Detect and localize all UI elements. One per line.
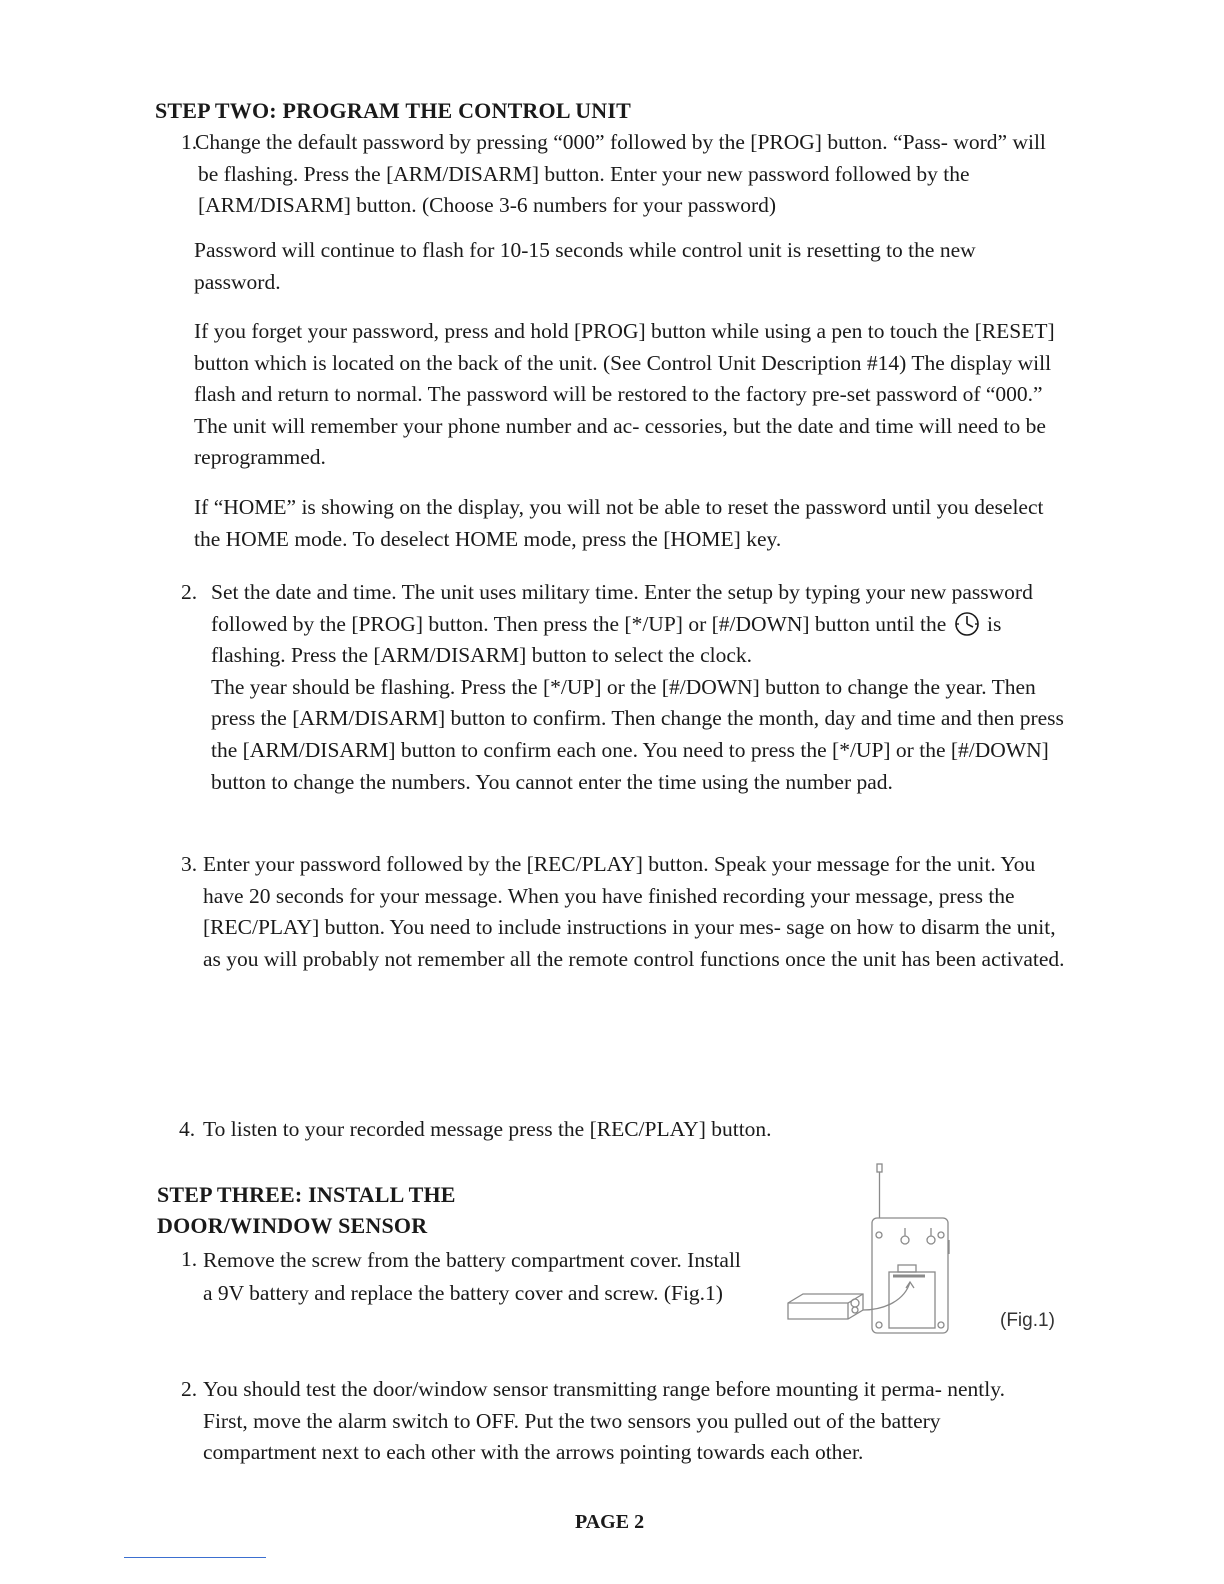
figure-label: (Fig.1) [1000,1310,1055,1331]
sensor-battery-figure [785,1160,1065,1340]
bottom-rule [124,1557,266,1558]
item-number: 1. [181,130,198,154]
item2-text-before: Set the date and time. The unit uses military time. Enter the setup by typing your new password followed by the [PROG] button. Then press the [*/UP] or [#/DOWN] button until the [211,580,1033,636]
item2-text-after: is flashing. Press the [ARM/DISARM] button to select the clock. [211,611,1002,668]
step-two-item1-text: Change the default password by pressing “000” followed by the [PROG] button. “Pass- word” will be flashing. Press the [ARM/DISARM] button. Enter your new password followed by the [ARM/DISARM] button. (Choose 3-6 numbers for your password) [195,130,1046,218]
item-number: 3. [181,852,198,876]
item2-text-continued: The year should be flashing. Press the [*/UP] or the [#/DOWN] button to change the year. Then press the [ARM/DISARM] button to confirm. Then change the month, day and time and then press the [ARM/DISARM] button to confirm each one. You need to press the [*/UP] or the [#/DOWN] button to change the numbers. You cannot enter the time using the number pad. [211,674,1064,794]
step-two-heading: STEP TWO: PROGRAM THE CONTROL UNIT [155,98,632,123]
step-two-item2-text [211,577,1067,798]
step-three-heading-line1: STEP THREE: INSTALL THE [157,1182,456,1207]
password-flash-paragraph: Password will continue to flash for 10-15 seconds while control unit is resetting to the new password. [194,238,976,294]
step-three-item2-text: You should test the door/window sensor transmitting range before mounting it perma- nently. First, move the alarm switch to OFF. Put the two sensors you pulled out of the battery compartment next to each other with the arrows pointing towards each other. [203,1377,1005,1465]
step-two-item3-text: Enter your password followed by the [REC/PLAY] button. Speak your message for the unit. You have 20 seconds for your message. When you have finished recording your message, press the [REC/PLAY] button. You need to include instructions in your mes- sage on how to disarm the unit, as you will probably not remember all the remote control functions once the unit has been activated. [203,852,1065,971]
item-number: 2. [181,1377,198,1401]
clock-icon [954,611,980,637]
item-number: 1. [181,1247,198,1271]
step-three-heading-line2: DOOR/WINDOW SENSOR [157,1213,428,1238]
item-number: 4. [179,1117,196,1141]
forgot-password-paragraph: If you forget your password, press and hold [PROG] button while using a pen to touch the [RESET] button which is located on the back of the unit. (See Control Unit Description #14) The display will flash and return to normal. The password will be restored to the factory pre-set password of “000.” The unit will remember your phone number and ac- cessories, but the date and time will need to be reprogrammed. [194,319,1055,470]
step-three-item1-text: Remove the screw from the battery compartment cover. Install a 9V battery and replace the battery cover and screw. (Fig.1) [203,1248,741,1305]
page-number: PAGE 2 [575,1511,645,1533]
home-mode-paragraph: If “HOME” is showing on the display, you will not be able to reset the password until you deselect the HOME mode. To deselect HOME mode, press the [HOME] key. [194,495,1044,551]
item-number: 2. [181,580,198,604]
step-two-item4-text: To listen to your recorded message press the [REC/PLAY] button. [203,1117,772,1141]
